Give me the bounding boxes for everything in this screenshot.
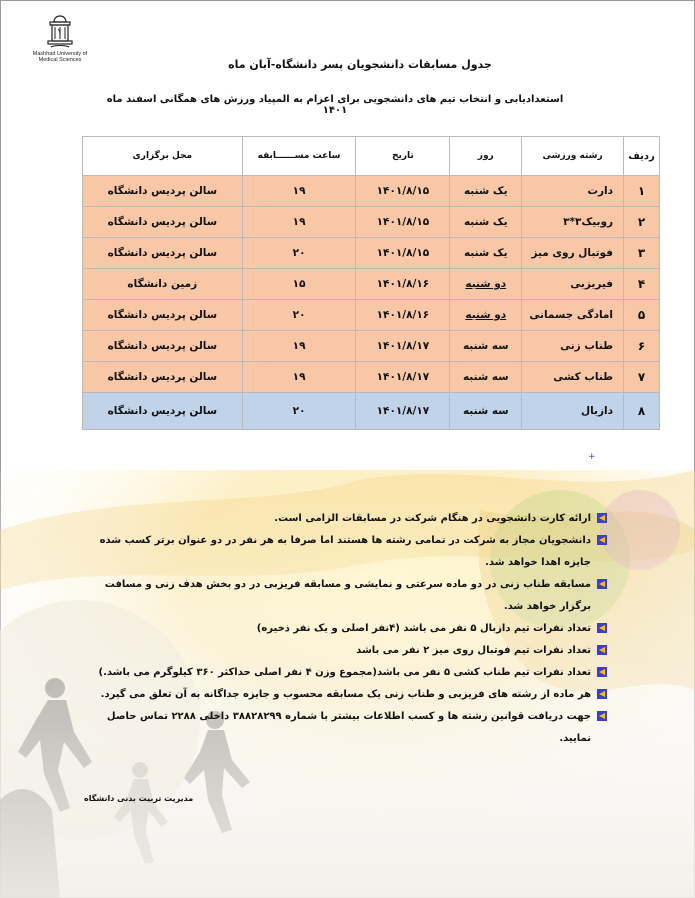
row-sport: طناب زنی (522, 331, 624, 362)
row-venue: زمین دانشگاه (83, 269, 243, 300)
list-item (95, 684, 603, 706)
competition-schedule-table (82, 136, 660, 430)
arrow-bullet-icon (595, 684, 607, 706)
row-venue: سالن پردیس دانشگاه (83, 207, 243, 238)
note-text: جهت دریافت قوانین رشته ها و کسب اطلاعات بیشتر با شماره ۳۸۸۲۸۲۹۹ داخلی ۲۲۸۸ تماس حاصل نمایید. (106, 711, 591, 744)
note-text: مسابقه طناب زنی در دو ماده سرعتی و نمایشی و مسابقه فریزبی در دو بخش هدف زنی و مسافت برگزار خواهد شد. (104, 579, 591, 612)
row-sport: دارت (522, 176, 624, 207)
row-day: دو شنبه (450, 300, 522, 331)
row-date: ۱۴۰۱/۸/۱۶ (356, 269, 450, 300)
row-date: ۱۴۰۱/۸/۱۵ (356, 207, 450, 238)
header-day: روز (450, 137, 522, 176)
arrow-bullet-icon (595, 574, 607, 596)
header-time: ساعت مســــــابقه (242, 137, 356, 176)
note-text: تعداد نفرات تیم طناب کشی ۵ نفر می باشد(مجموع وزن ۴ نفر اصلی حداکثر ۳۶۰ کیلوگرم می باشد.) (98, 667, 591, 678)
row-number: ۷ (624, 362, 660, 393)
header-sport: رشته ورزشی (522, 137, 624, 176)
table-row (83, 238, 660, 269)
note-text: ارائه کارت دانشجویی در هنگام شرکت در مسابقات الزامی است. (274, 513, 591, 524)
row-venue: سالن پردیس دانشگاه (83, 176, 243, 207)
list-item (95, 574, 603, 618)
row-date: ۱۴۰۱/۸/۱۵ (356, 176, 450, 207)
row-day: سه شنبه (450, 331, 522, 362)
row-number: ۲ (624, 207, 660, 238)
list-item (95, 530, 603, 574)
row-number: ۱ (624, 176, 660, 207)
table-row (83, 362, 660, 393)
university-logo (30, 14, 90, 74)
row-venue: سالن پردیس دانشگاه (83, 238, 243, 269)
row-time: ۱۵ (242, 269, 356, 300)
row-day: دو شنبه (450, 269, 522, 300)
note-text: تعداد نفرات تیم دازبال ۵ نفر می باشد (۴نفر اصلی و یک نفر ذخیره) (256, 623, 591, 634)
arrow-bullet-icon (595, 640, 607, 662)
row-date: ۱۴۰۱/۸/۱۵ (356, 238, 450, 269)
row-venue: سالن پردیس دانشگاه (83, 300, 243, 331)
row-time: ۲۰ (242, 393, 356, 430)
list-item (95, 508, 603, 530)
row-sport: فوتبال روی میز (522, 238, 624, 269)
logo-caption: Mashhad University of Medical Sciences (32, 51, 88, 63)
list-item (95, 640, 603, 662)
list-item (95, 618, 603, 640)
plus-bullet-icon: + (588, 452, 596, 462)
row-date: ۱۴۰۱/۸/۱۷ (356, 393, 450, 430)
row-day: یک شنبه (450, 238, 522, 269)
row-sport: امادگی جسمانی (522, 300, 624, 331)
row-sport: روبیک۳*۳ (522, 207, 624, 238)
header-radif: ردیف (624, 137, 660, 176)
row-day: یک شنبه (450, 176, 522, 207)
row-number: ۳ (624, 238, 660, 269)
list-item (95, 706, 603, 750)
row-number: ۴ (624, 269, 660, 300)
header-date: تاریخ (356, 137, 450, 176)
university-emblem-icon (43, 14, 77, 50)
row-day: سه شنبه (450, 362, 522, 393)
row-number: ۵ (624, 300, 660, 331)
notes-list (95, 508, 603, 750)
table-row (83, 207, 660, 238)
row-sport: فیریزبی (522, 269, 624, 300)
row-venue: سالن پردیس دانشگاه (83, 331, 243, 362)
footer-signature: مدیریت تربیت بدنی دانشگاه (84, 794, 194, 803)
note-text: هر ماده از رشته های فریزبی و طناب زنی یک مسابقه محسوب و جایزه جداگانه به آن تعلق می گیرد. (100, 689, 591, 700)
row-day: یک شنبه (450, 207, 522, 238)
document-title: جدول مسابقات دانشجویان پسر دانشگاه-آبان ماه (228, 58, 492, 71)
row-time: ۲۰ (242, 300, 356, 331)
row-number: ۶ (624, 331, 660, 362)
row-date: ۱۴۰۱/۸/۱۷ (356, 362, 450, 393)
row-venue: سالن پردیس دانشگاه (83, 362, 243, 393)
table-row (83, 331, 660, 362)
row-time: ۱۹ (242, 207, 356, 238)
table-row (83, 393, 660, 430)
note-text: دانشجویان مجاز به شرکت در تمامی رشته ها هستند اما صرفا به هر نفر در دو عنوان برتر کسب شده جایزه اهدا خواهد شد. (99, 535, 591, 568)
note-text: تعداد نفرات تیم فوتبال روی میز ۲ نفر می باشد (356, 645, 591, 656)
table-row (83, 269, 660, 300)
row-number: ۸ (624, 393, 660, 430)
row-sport: دازبال (522, 393, 624, 430)
table-header-row (83, 137, 660, 176)
document-subtitle: استعدادیابی و انتخاب تیم های دانشجویی برای اعزام به المپیاد ورزش های همگانی اسفند ماه ۱۴۰۱ (106, 94, 564, 116)
arrow-bullet-icon (595, 662, 607, 684)
row-time: ۲۰ (242, 238, 356, 269)
table-row (83, 300, 660, 331)
arrow-bullet-icon (595, 618, 607, 640)
arrow-bullet-icon (595, 508, 607, 530)
row-time: ۱۹ (242, 362, 356, 393)
row-sport: طناب کشی (522, 362, 624, 393)
row-day: سه شنبه (450, 393, 522, 430)
row-time: ۱۹ (242, 331, 356, 362)
row-venue: سالن پردیس دانشگاه (83, 393, 243, 430)
row-date: ۱۴۰۱/۸/۱۷ (356, 331, 450, 362)
list-item (95, 662, 603, 684)
arrow-bullet-icon (595, 706, 607, 728)
row-date: ۱۴۰۱/۸/۱۶ (356, 300, 450, 331)
table-row (83, 176, 660, 207)
row-time: ۱۹ (242, 176, 356, 207)
header-venue: محل برگزاری (83, 137, 243, 176)
arrow-bullet-icon (595, 530, 607, 552)
